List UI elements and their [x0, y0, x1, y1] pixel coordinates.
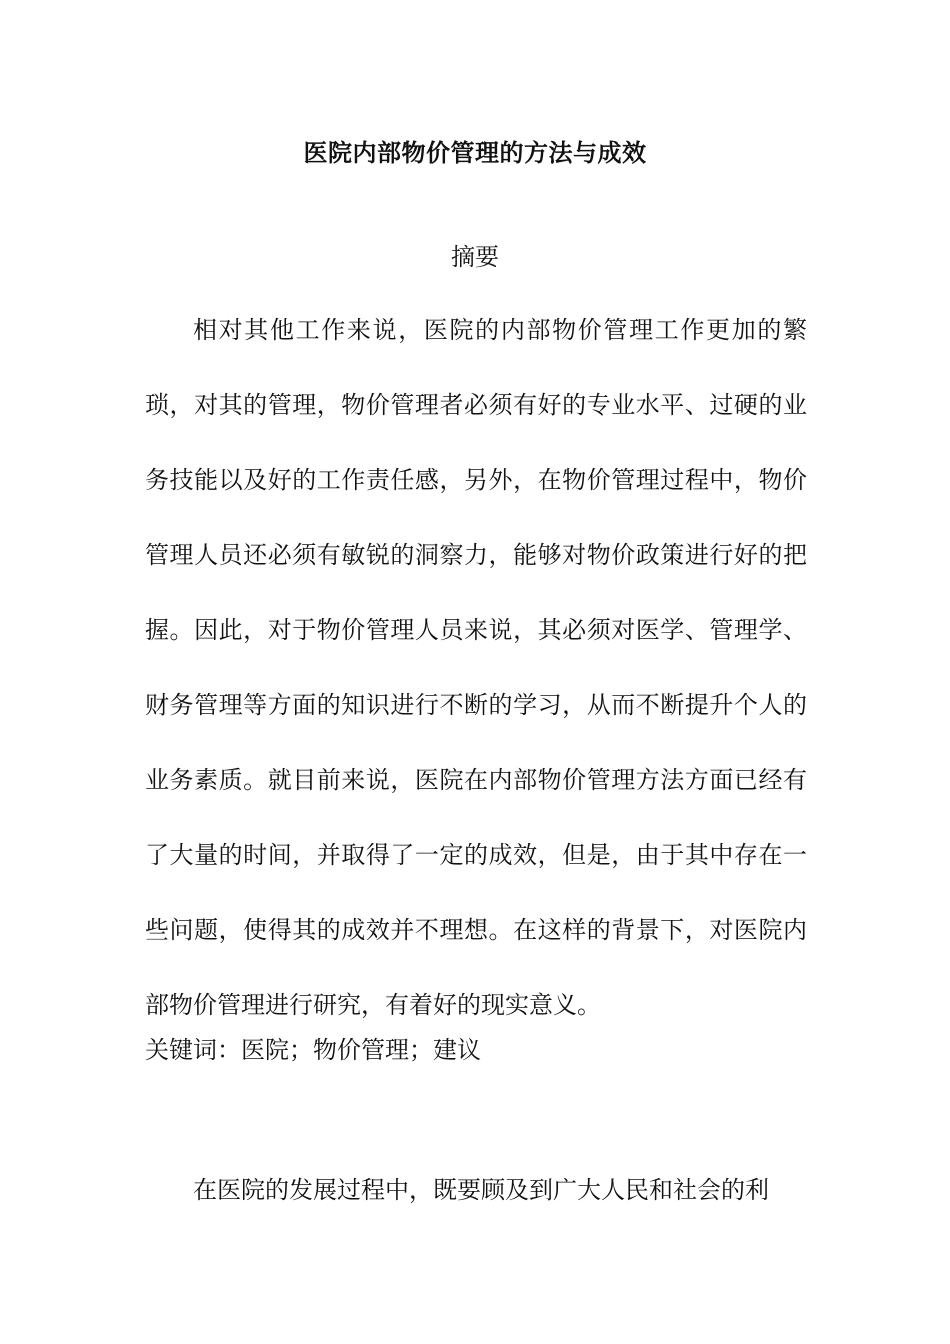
- abstract-paragraph: 相对其他工作来说，医院的内部物价管理工作更加的繁琐，对其的管理，物价管理者必须有好的专业水平、过硬的业务技能以及好的工作责任感，另外，在物价管理过程中，物价管理人员还必须有敏锐的洞察力，能够对物价政策进行好的把握。因此，对于物价管理人员来说，其必须对医学、管理学、财务管理等方面的知识进行不断的学习，从而不断提升个人的业务素质。就目前来说，医院在内部物价管理方法方面已经有了大量的时间，并取得了一定的成效，但是，由于其中存在一些问题，使得其的成效并不理想。在这样的背景下，对医院内部物价管理进行研究，有着好的现实意义。: [145, 316, 807, 1019]
- body-paragraph: 在医院的发展过程中，既要顾及到广大人民和社会的利: [193, 1176, 769, 1204]
- keywords-line: 关键词：医院；物价管理；建议: [145, 1036, 481, 1064]
- document-title: 医院内部物价管理的方法与成效: [303, 138, 647, 167]
- abstract-heading: 摘要: [451, 243, 499, 271]
